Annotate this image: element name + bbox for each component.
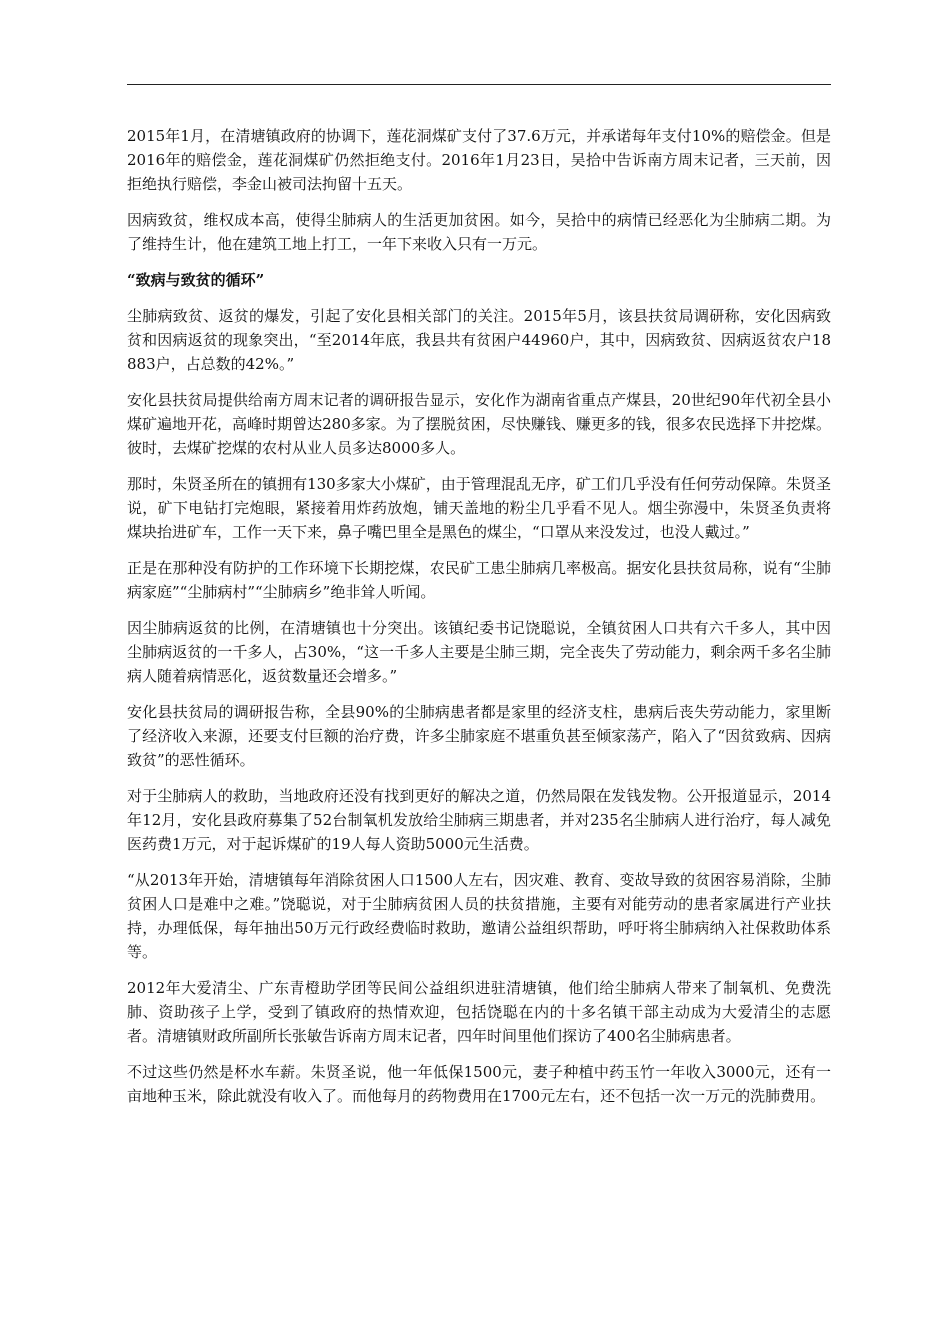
paragraph: 因尘肺病返贫的比例，在清塘镇也十分突出。该镇纪委书记饶聪说，全镇贫困人口共有六千多人，其中因尘肺病返贫的一千多人，占30%，“这一千多人主要是尘肺三期，完全丧失了劳动能力，剩余两千多名尘肺病人随着病情恶化，返贫数量还会增多。” [127, 619, 831, 685]
paragraph: 安化县扶贫局提供给南方周末记者的调研报告显示，安化作为湖南省重点产煤县，20世纪90年代初全县小煤矿遍地开花，高峰时期曾达280多家。为了摆脱贫困，尽快赚钱、赚更多的钱，很多农民选择下井挖煤。彼时，去煤矿挖煤的农村从业人员多达8000多人。 [127, 391, 831, 457]
article-body [127, 124, 831, 1120]
paragraph: 尘肺病致贫、返贫的爆发，引起了安化县相关部门的关注。2015年5月，该县扶贫局调研称，安化因病致贫和因病返贫的现象突出，“至2014年底，我县共有贫困户44960户，其中，因病致贫、因病返贫农户18883户，占总数的42%。” [127, 307, 831, 373]
header-rule [127, 84, 831, 85]
paragraph: 安化县扶贫局的调研报告称，全县90%的尘肺病患者都是家里的经济支柱，患病后丧失劳动能力，家里断了经济收入来源，还要支付巨额的治疗费，许多尘肺家庭不堪重负甚至倾家荡产，陷入了“因贫致病、因病致贫”的恶性循环。 [127, 703, 831, 769]
section-heading: “致病与致贫的循环” [127, 271, 265, 289]
paragraph: 对于尘肺病人的救助，当地政府还没有找到更好的解决之道，仍然局限在发钱发物。公开报道显示，2014年12月，安化县政府募集了52台制氧机发放给尘肺病三期患者，并对235名尘肺病人进行治疗，每人减免医药费1万元，对于起诉煤矿的19人每人资助5000元生活费。 [127, 787, 831, 853]
paragraph: 因病致贫，维权成本高，使得尘肺病人的生活更加贫困。如今，吴拾中的病情已经恶化为尘肺病二期。为了维持生计，他在建筑工地上打工，一年下来收入只有一万元。 [127, 211, 831, 253]
paragraph: 2012年大爱清尘、广东青橙助学团等民间公益组织进驻清塘镇，他们给尘肺病人带来了制氧机、免费洗肺、资助孩子上学，受到了镇政府的热情欢迎，包括饶聪在内的十多名镇干部主动成为大爱清尘的志愿者。清塘镇财政所副所长张敏告诉南方周末记者，四年时间里他们探访了400名尘肺病患者。 [127, 979, 831, 1045]
paragraph: 正是在那种没有防护的工作环境下长期挖煤，农民矿工患尘肺病几率极高。据安化县扶贫局称，说有“尘肺病家庭”“尘肺病村”“尘肺病乡”绝非耸人听闻。 [127, 559, 831, 601]
paragraph: 那时，朱贤圣所在的镇拥有130多家大小煤矿，由于管理混乱无序，矿工们几乎没有任何劳动保障。朱贤圣说，矿下电钻打完炮眼，紧接着用炸药放炮，铺天盖地的粉尘几乎看不见人。烟尘弥漫中，朱贤圣负责将煤块抬进矿车，工作一天下来，鼻子嘴巴里全是黑色的煤尘，“口罩从来没发过，也没人戴过。” [127, 475, 831, 541]
paragraph: 不过这些仍然是杯水车薪。朱贤圣说，他一年低保1500元，妻子种植中药玉竹一年收入3000元，还有一亩地种玉米，除此就没有收入了。而他每月的药物费用在1700元左右，还不包括一次一万元的洗肺费用。 [127, 1063, 831, 1105]
paragraph: “从2013年开始，清塘镇每年消除贫困人口1500人左右，因灾难、教育、变故导致的贫困容易消除，尘肺贫困人口是难中之难。”饶聪说，对于尘肺病贫困人员的扶贫措施，主要有对能劳动的患者家属进行产业扶持，办理低保，每年抽出50万元行政经费临时救助，邀请公益组织帮助，呼吁将尘肺病纳入社保救助体系等。 [127, 871, 831, 961]
paragraph: 2015年1月，在清塘镇政府的协调下，莲花洞煤矿支付了37.6万元，并承诺每年支付10%的赔偿金。但是2016年的赔偿金，莲花洞煤矿仍然拒绝支付。2016年1月23日，吴拾中告诉南方周末记者，三天前，因拒绝执行赔偿，李金山被司法拘留十五天。 [127, 127, 831, 193]
